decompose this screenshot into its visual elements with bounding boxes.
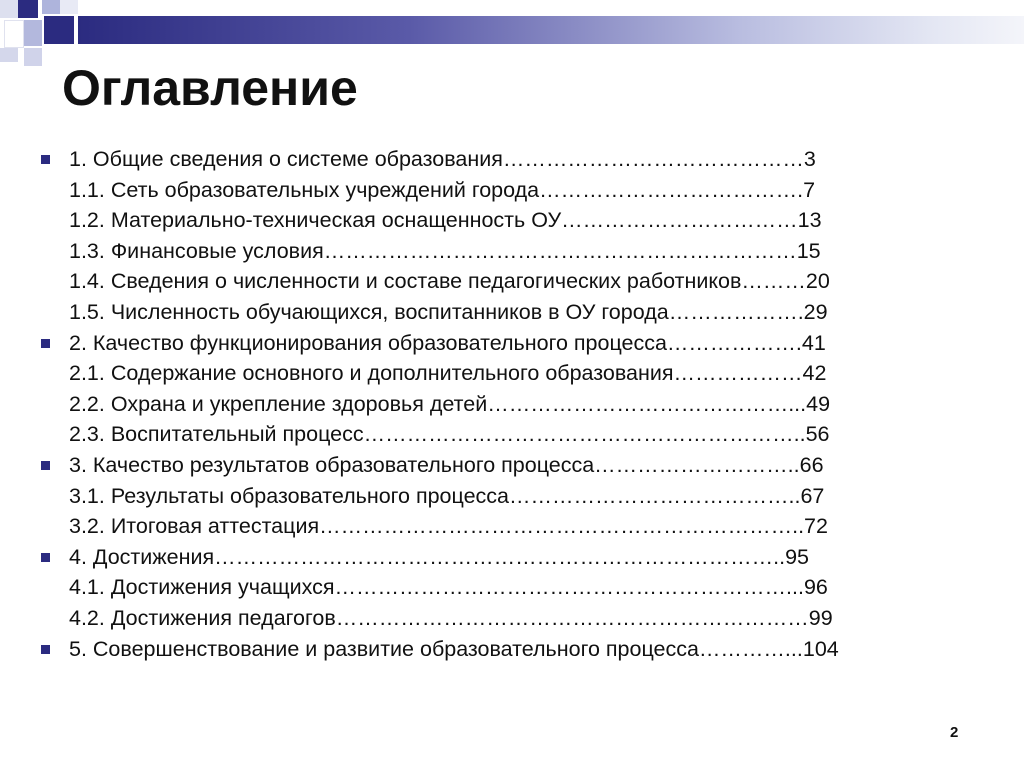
toc-subsection <box>40 205 1000 236</box>
page-number: 2 <box>950 724 959 741</box>
decorative-square <box>0 0 18 18</box>
toc-entry-text: 3.1. Результаты образовательного процесса…………………………………..67 <box>69 483 825 508</box>
slide-title: Оглавление <box>62 60 358 116</box>
square-bullet-icon <box>41 339 50 348</box>
toc-subsection <box>40 481 1000 512</box>
toc-section <box>40 328 1000 359</box>
header-gradient-bar <box>78 16 1024 44</box>
square-bullet-icon <box>41 645 50 654</box>
toc-section <box>40 634 1000 665</box>
toc-section <box>40 144 1000 175</box>
decorative-square <box>0 48 18 62</box>
toc-entry-text: 2.3. Воспитательный процесс……………………………………………………..56 <box>69 422 830 447</box>
toc-entry-text: 1.3. Финансовые условия…………………………………………………………15 <box>69 238 821 263</box>
toc-subsection <box>40 266 1000 297</box>
toc-entry-text: 3.2. Итоговая аттестация…………………………………………………………..72 <box>69 514 828 539</box>
toc-subsection <box>40 175 1000 206</box>
toc-subsection <box>40 236 1000 267</box>
toc-entry-text: 5. Совершенствование и развитие образовательного процесса…………...104 <box>69 636 839 661</box>
toc-subsection <box>40 419 1000 450</box>
square-bullet-icon <box>41 155 50 164</box>
toc-entry-text: 1.2. Материально-техническая оснащенность ОУ……………………………13 <box>69 208 822 233</box>
decorative-square <box>42 0 60 14</box>
toc-entry-text: 1.1. Сеть образовательных учреждений города……………………………….7 <box>69 177 816 202</box>
toc-entry-text: 1.5. Численность обучающихся, воспитанников в ОУ города……………….29 <box>69 299 828 324</box>
toc-entry-text: 2. Качество функционирования образовательного процесса……………….41 <box>69 330 826 355</box>
decorative-square <box>24 20 42 46</box>
toc-subsection <box>40 511 1000 542</box>
table-of-contents <box>40 144 1000 664</box>
toc-entry-text: 4.1. Достижения учащихся………………………………………………………...96 <box>69 575 828 600</box>
toc-subsection <box>40 572 1000 603</box>
toc-subsection <box>40 358 1000 389</box>
toc-subsection <box>40 603 1000 634</box>
toc-entry-text: 4. Достижения……………………………………………………………………..95 <box>69 544 809 569</box>
toc-entry-text: 3. Качество результатов образовательного процесса………………………..66 <box>69 452 824 477</box>
square-bullet-icon <box>41 461 50 470</box>
toc-entry-text: 1.4. Сведения о численности и составе педагогических работников………20 <box>69 269 830 294</box>
toc-subsection <box>40 389 1000 420</box>
toc-section <box>40 450 1000 481</box>
toc-entry-text: 4.2. Достижения педагогов…………………………………………………………99 <box>69 605 833 630</box>
square-bullet-icon <box>41 553 50 562</box>
decorative-square <box>24 48 42 66</box>
toc-section <box>40 542 1000 573</box>
toc-subsection <box>40 297 1000 328</box>
decorative-square <box>4 20 24 48</box>
toc-entry-text: 2.1. Содержание основного и дополнительного образования………………42 <box>69 361 827 386</box>
decorative-square <box>44 16 74 44</box>
decorative-square <box>60 0 78 14</box>
decorative-square <box>18 0 38 18</box>
toc-entry-text: 1. Общие сведения о системе образования……………………………………3 <box>69 147 816 171</box>
toc-entry-text: 2.2. Охрана и укрепление здоровья детей……………………………………...49 <box>69 391 831 416</box>
